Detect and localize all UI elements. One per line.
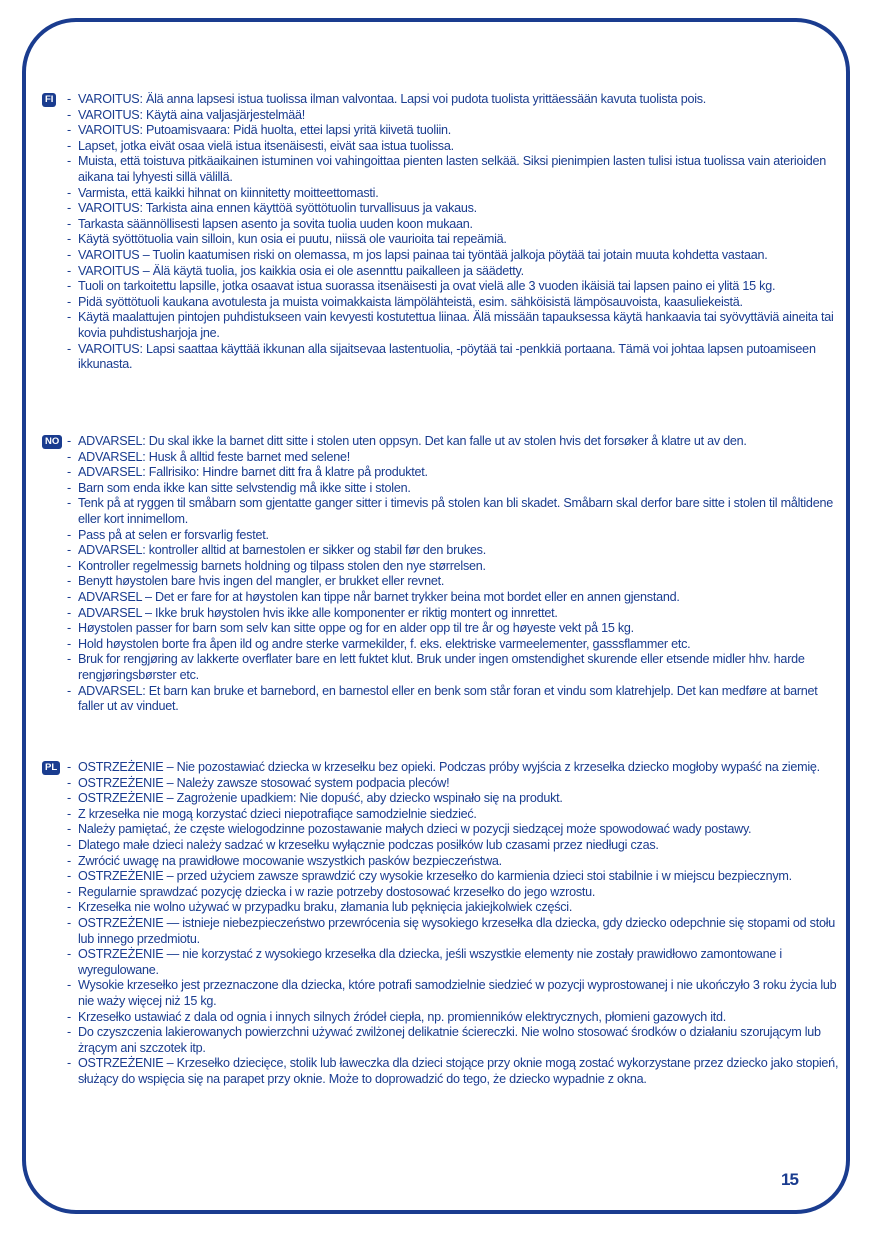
warning-item: - Krzesełko ustawiać z dala od ognia i innych silnych źródeł ciepła, np. promienników elektrycznych, płomieni gazowych itd.	[67, 1010, 840, 1026]
warning-item: - VAROITUS: Käytä aina valjasjärjestelmää!	[67, 108, 840, 124]
warning-item: - Tarkasta säännöllisesti lapsen asento ja sovita tuolia uuden koon mukaan.	[67, 217, 840, 233]
warning-item: - VAROITUS – Tuolin kaatumisen riski on olemassa, m jos lapsi painaa tai työntää jalkoja pöytää tai jotain muuta kohdetta vastaan.	[67, 248, 840, 264]
warning-item: - VAROITUS: Tarkista aina ennen käyttöä syöttötuolin turvallisuus ja vakaus.	[67, 201, 840, 217]
warning-item: - Krzesełka nie wolno używać w przypadku braku, złamania lub pęknięcia jakiejkolwiek części.	[67, 900, 840, 916]
warning-item: - ADVARSEL: Husk å alltid feste barnet med selene!	[67, 450, 840, 466]
warning-item: - Kontroller regelmessig barnets holdning og tilpass stolen den nye størrelsen.	[67, 559, 840, 575]
warning-item: - VAROITUS: Lapsi saattaa käyttää ikkunan alla sijaitsevaa lastentuolia, -pöytää tai -penkkiä portaana. Tämä voi johtaa lapsen putoamiseen ikkunasta.	[67, 342, 840, 373]
warning-item: - VAROITUS – Älä käytä tuolia, jos kaikkia osia ei ole asennttu paikalleen ja säädetty.	[67, 264, 840, 280]
warning-item: - OSTRZEŻENIE – Krzesełko dziecięce, stolik lub ławeczka dla dzieci stojące przy oknie mogą zostać wykorzystane przez dziecko jako stopień, służący do wspięcia się na parapet przy oknie. Może to doprowadzić do tego, że dziecko wypadnie z okna.	[67, 1056, 840, 1087]
warning-item: - ADVARSEL: Fallrisiko: Hindre barnet ditt fra å klatre på produktet.	[67, 465, 840, 481]
language-badge: PL	[42, 761, 60, 775]
warning-item: - OSTRZEŻENIE – Należy zawsze stosować system podpacia pleców!	[67, 776, 840, 792]
warning-item: - Käytä maalattujen pintojen puhdistukseen vain kevyesti kostutettua liinaa. Älä missään tapauksessa käytä hankaavia tai syövyttäviä aineita tai kovia puhdistusharjoja jne.	[67, 310, 840, 341]
warning-item: - Pass på at selen er forsvarlig festet.	[67, 528, 840, 544]
section-fi	[40, 92, 840, 373]
warning-item: - Hold høystolen borte fra åpen ild og andre sterke varmekilder, f. eks. elektriske varmeelementer, gasssflammer etc.	[67, 637, 840, 653]
warning-item: - Benytt høystolen bare hvis ingen del mangler, er brukket eller revnet.	[67, 574, 840, 590]
warning-list	[40, 760, 840, 1087]
warning-item: - Lapset, jotka eivät osaa vielä istua itsenäisesti, eivät saa istua tuolissa.	[67, 139, 840, 155]
warning-item: - Dlatego małe dzieci należy sadzać w krzesełku wyłącznie podczas posiłków lub czasami przez niedługi czas.	[67, 838, 840, 854]
language-badge: NO	[42, 435, 62, 449]
warning-item: - VAROITUS: Älä anna lapsesi istua tuolissa ilman valvontaa. Lapsi voi pudota tuolista yrittäessään kavuta tuolista pois.	[67, 92, 840, 108]
warning-item: - ADVARSEL – Det er fare for at høystolen kan tippe når barnet trykker beina mot bordet eller en annen gjenstand.	[67, 590, 840, 606]
warning-item: - VAROITUS: Putoamisvaara: Pidä huolta, ettei lapsi yritä kiivetä tuoliin.	[67, 123, 840, 139]
warning-item: - Bruk for rengjøring av lakkerte overflater bare en lett fuktet klut. Bruk under ingen omstendighet skurende eller etsende midler hhv. harde rengjøringsbørster etc.	[67, 652, 840, 683]
warning-item: - Regularnie sprawdzać pozycję dziecka i w razie potrzeby dostosować krzesełko do jego wzrostu.	[67, 885, 840, 901]
warning-item: - OSTRZEŻENIE — istnieje niebezpieczeństwo przewrócenia się wysokiego krzesełka dla dziecka, gdy dziecko odepchnie się stopami od stołu lub innego przedmiotu.	[67, 916, 840, 947]
warning-item: - OSTRZEŻENIE — nie korzystać z wysokiego krzesełka dla dziecka, jeśli wszystkie elementy nie zostały prawidłowo zamontowane i wyregulowane.	[67, 947, 840, 978]
warning-item: - Tuoli on tarkoitettu lapsille, jotka osaavat istua suorassa itsenäisesti ja ovat vielä alle 3 vuoden ikäisiä tai lapsen paino ei ylitä 15 kg.	[67, 279, 840, 295]
section-no	[40, 434, 840, 715]
section-pl	[40, 760, 840, 1087]
warning-item: - Barn som enda ikke kan sitte selvstendig må ikke sitte i stolen.	[67, 481, 840, 497]
warning-item: - Tenk på at ryggen til småbarn som gjentatte ganger sitter i timevis på stolen kan bli skadet. Småbarn skal derfor bare sitte i stolen til måltidene eller kort innimellom.	[67, 496, 840, 527]
warning-item: - ADVARSEL: Et barn kan bruke et barnebord, en barnestol eller en benk som står foran et vindu som klatrehjelp. Det kan medføre at barnet faller ut av vinduet.	[67, 684, 840, 715]
warning-item: - Z krzesełka nie mogą korzystać dzieci niepotrafiące samodzielnie siedzieć.	[67, 807, 840, 823]
warning-item: - Pidä syöttötuoli kaukana avotulesta ja muista voimakkaista lämpölähteistä, esim. sähköisistä lämpösauvoista, kaasuliekeistä.	[67, 295, 840, 311]
warning-item: - Wysokie krzesełko jest przeznaczone dla dziecka, które potrafi samodzielnie siedzieć w pozycji wyprostowanej i nie ukończyło 3 roku życia lub nie waży więcej niż 15 kg.	[67, 978, 840, 1009]
warning-list	[40, 434, 840, 715]
warning-item: - Varmista, että kaikki hihnat on kiinnitetty moitteettomasti.	[67, 186, 840, 202]
warning-item: - Należy pamiętać, że częste wielogodzinne pozostawanie małych dzieci w pozycji siedzącej może spowodować wady postawy.	[67, 822, 840, 838]
warning-item: - Høystolen passer for barn som selv kan sitte oppe og for en alder opp til tre år og høyeste vekt på 15 kg.	[67, 621, 840, 637]
warning-item: - OSTRZEŻENIE – Nie pozostawiać dziecka w krzesełku bez opieki. Podczas próby wyjścia z krzesełka dziecko mogłoby wypaść na ziemię.	[67, 760, 840, 776]
warning-list	[40, 92, 840, 373]
warning-item: - ADVARSEL – Ikke bruk høystolen hvis ikke alle komponenter er riktig montert og innrettet.	[67, 606, 840, 622]
warning-item: - OSTRZEŻENIE – Zagrożenie upadkiem: Nie dopuść, aby dziecko wspinało się na produkt.	[67, 791, 840, 807]
warning-item: - Zwrócić uwagę na prawidłowe mocowanie wszystkich pasków bezpieczeństwa.	[67, 854, 840, 870]
warning-item: - Muista, että toistuva pitkäaikainen istuminen voi vahingoittaa pienten lasten selkää. Siksi pienimpien lasten tulisi istua tuolissa vain aterioiden aikana tai lyhyesti sillä välillä.	[67, 154, 840, 185]
language-badge: FI	[42, 93, 56, 107]
warning-item: - OSTRZEŻENIE – przed użyciem zawsze sprawdzić czy wysokie krzesełko do karmienia dzieci stoi stabilnie i w miejscu bezpiecznym.	[67, 869, 840, 885]
warning-item: - Käytä syöttötuolia vain silloin, kun osia ei puutu, niissä ole vaurioita tai repeämiä.	[67, 232, 840, 248]
warning-item: - ADVARSEL: kontroller alltid at barnestolen er sikker og stabil før den brukes.	[67, 543, 840, 559]
page-number: 15	[781, 1170, 798, 1189]
warning-item: - Do czyszczenia lakierowanych powierzchni używać zwilżonej delikatnie ściereczki. Nie wolno stosować środków o działaniu szorującym lub żrącym ani szczotek itp.	[67, 1025, 840, 1056]
warning-item: - ADVARSEL: Du skal ikke la barnet ditt sitte i stolen uten oppsyn. Det kan falle ut av stolen hvis det forsøker å klatre ut av den.	[67, 434, 840, 450]
